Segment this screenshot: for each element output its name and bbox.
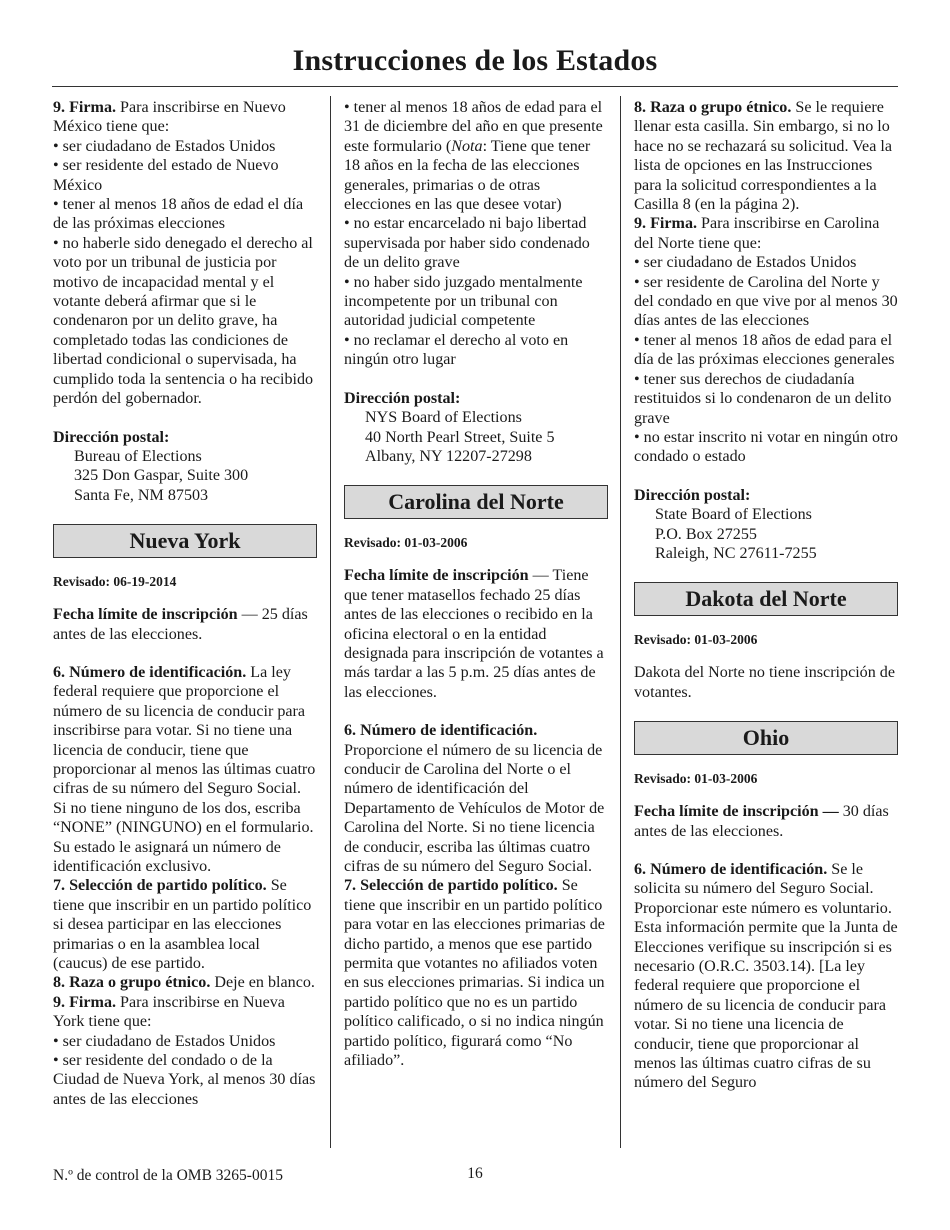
ny-bullet: • no estar encarcelado ni bajo libertad supervisada por haber sido condenado de un delito grave — [344, 215, 590, 272]
nm-bullet: • no haberle sido denegado el derecho al voto por un tribunal de justicia por motivo de incapacidad mental y el votante deberá afirmar que si le condenaron por un delito grave, ha completado todas las condiciones de libertad condicional o supervisada, ha cumplido toda la sentencia o ha recibido perdón del gobernador. — [53, 234, 314, 408]
nm-address-line: Santa Fe, NM 87503 — [74, 486, 209, 504]
ny-bullet: • tener al menos 18 años de edad para el 31 de diciembre del año en que presente este formulario (Nota: Tiene que tener 18 años en la fecha de las elecciones generales, primarias o de otras elecciones en las que desee votar) — [344, 99, 603, 214]
title-rule — [52, 86, 898, 87]
oh-deadline: Fecha límite de inscripción — 30 días antes de las elecciones. — [634, 803, 889, 840]
page-title: Instrucciones de los Estados — [292, 44, 658, 77]
ny-revised-date: Revisado: 06-19-2014 — [53, 574, 177, 590]
column-divider — [330, 96, 331, 1148]
nc-bullet: • ser residente de Carolina del Norte y del condado en que vive por al menos 30 días antes de las elecciones — [634, 273, 898, 330]
nc-party-paragraph: 7. Selección de partido político. Se tiene que inscribir en un partido político para votar en las elecciones primarias de dicho partido, a menos que ese partido permita que votantes no afiliados voten en sus elecciones primarias. Si indica un partido político que no es un partido político calificado, o si no indica ningún partido político, figurará como “No afiliado”. — [344, 877, 605, 1070]
ny-signature-paragraph: 9. Firma. Para inscribirse en Nueva York tiene que: — [53, 993, 285, 1031]
nc-address-line: State Board of Elections — [655, 506, 812, 524]
nc-address-heading: Dirección postal: — [634, 486, 751, 504]
ny-race-paragraph: 8. Raza o grupo étnico. Deje en blanco. — [53, 974, 315, 992]
ny-bullet: • ser residente del condado o de la Ciudad de Nueva York, al menos 30 días antes de las elecciones — [53, 1052, 316, 1108]
nd-text: Dakota del Norte no tiene inscripción de votantes. — [634, 664, 895, 701]
nc-bullet: • tener al menos 18 años de edad para el día de las próximas elecciones generales — [634, 331, 895, 369]
nm-bullet: • tener al menos 18 años de edad el día de las próximas elecciones — [53, 196, 304, 233]
nc-deadline: Fecha límite de inscripción — Tiene que tener matasellos fechado 25 días antes de las elecciones o recibido en la oficina electoral o en la entidad designada para inscripción de votantes a más tardar a las 5 p.m. 25 días antes de las elecciones. — [344, 567, 604, 701]
nc-bullet: • ser ciudadano de Estados Unidos — [634, 254, 857, 272]
nm-address-line: Bureau of Elections — [74, 447, 202, 465]
nm-signature-paragraph: 9. Firma. Para inscribirse en Nuevo México tiene que: — [53, 99, 286, 136]
column-divider — [620, 96, 621, 1148]
nm-address-heading: Dirección postal: — [53, 428, 170, 446]
nc-id-paragraph: 6. Número de identificación. Proporcione el número de su licencia de conducir de Carolina del Norte o el número de identificación del Departamento de Vehículos de Motor de Carolina del Norte. Si no tiene licencia de conducir, escriba las últimas cuatro cifras de su número del Seguro Social. — [344, 722, 605, 875]
nc-bullet: • no estar inscrito ni votar en ningún otro condado o estado — [634, 428, 898, 466]
page-number: 16 — [467, 1165, 483, 1182]
nc-race-paragraph: 8. Raza o grupo étnico. Se le requiere llenar esta casilla. Sin embargo, si no lo hace no se rechazará su solicitud. Vea la lista de opciones en las Instrucciones para la solicitud correspondientes a la Casilla 8 (en la página 2). — [634, 99, 892, 214]
state-banner-ohio: Ohio — [634, 721, 898, 755]
ny-bullet: • no haber sido juzgado mentalmente incompetente por un tribunal con autoridad judicial competente — [344, 273, 583, 330]
ny-id-paragraph: 6. Número de identificación. La ley federal requiere que proporcione el número de su licencia de conducir para inscribirse para votar. Si no tiene una licencia de conducir, tiene que proporcionar al menos las últimas cuatro cifras de su número del Seguro Social. Si no tiene ninguno de los dos, escriba “NONE” (NINGUNO) en el formulario. Su estado le asignará un número de identificación exclusivo. — [53, 663, 316, 875]
omb-control-number: N.º de control de la OMB 3265-0015 — [53, 1167, 283, 1184]
column-1 — [53, 98, 317, 1109]
nm-bullet: • ser residente del estado de Nuevo México — [53, 157, 279, 194]
ny-address-line: 40 North Pearl Street, Suite 5 — [365, 428, 555, 446]
ny-address-line: NYS Board of Elections — [365, 409, 522, 427]
column-2 — [344, 98, 608, 1070]
nd-revised-date: Revisado: 01-03-2006 — [634, 632, 758, 648]
nm-bullet: • ser ciudadano de Estados Unidos — [53, 137, 276, 155]
nc-revised-date: Revisado: 01-03-2006 — [344, 535, 468, 551]
nc-signature-paragraph: 9. Firma. Para inscribirse en Carolina del Norte tiene que: — [634, 215, 880, 252]
nc-bullet: • tener sus derechos de ciudadanía restituidos si lo condenaron de un delito grave — [634, 370, 892, 427]
state-banner-north-dakota: Dakota del Norte — [634, 582, 898, 616]
state-banner-north-carolina: Carolina del Norte — [344, 485, 608, 519]
nm-address-line: 325 Don Gaspar, Suite 300 — [74, 467, 249, 485]
oh-revised-date: Revisado: 01-03-2006 — [634, 771, 758, 787]
nc-address-line: Raleigh, NC 27611-7255 — [655, 544, 817, 562]
ny-party-paragraph: 7. Selección de partido político. Se tiene que inscribir en un partido político si desea participar en las elecciones primarias o en la asamblea local (caucus) de ese partido. — [53, 877, 312, 973]
column-3 — [634, 98, 898, 1093]
ny-address-line: Albany, NY 12207-27298 — [365, 447, 532, 465]
state-banner-new-york: Nueva York — [53, 524, 317, 558]
ny-address-heading: Dirección postal: — [344, 389, 461, 407]
ny-bullet: • ser ciudadano de Estados Unidos — [53, 1032, 276, 1050]
ny-deadline: Fecha límite de inscripción — 25 días antes de las elecciones. — [53, 606, 308, 643]
nc-address-line: P.O. Box 27255 — [655, 525, 757, 543]
ny-bullet: • no reclamar el derecho al voto en ningún otro lugar — [344, 331, 569, 369]
oh-id-paragraph: 6. Número de identificación. Se le solicita su número del Seguro Social. Proporcionar este número es voluntario. Esta información permite que la Junta de Elecciones verifique su inscripción si es necesario (O.R.C. 3503.14). [La ley federal requiere que proporcione el número de su licencia de conducir para votar. Si no tiene una licencia de conducir, tiene que proporcionar al menos las últimas cuatro cifras de su número del Seguro — [634, 860, 898, 1092]
